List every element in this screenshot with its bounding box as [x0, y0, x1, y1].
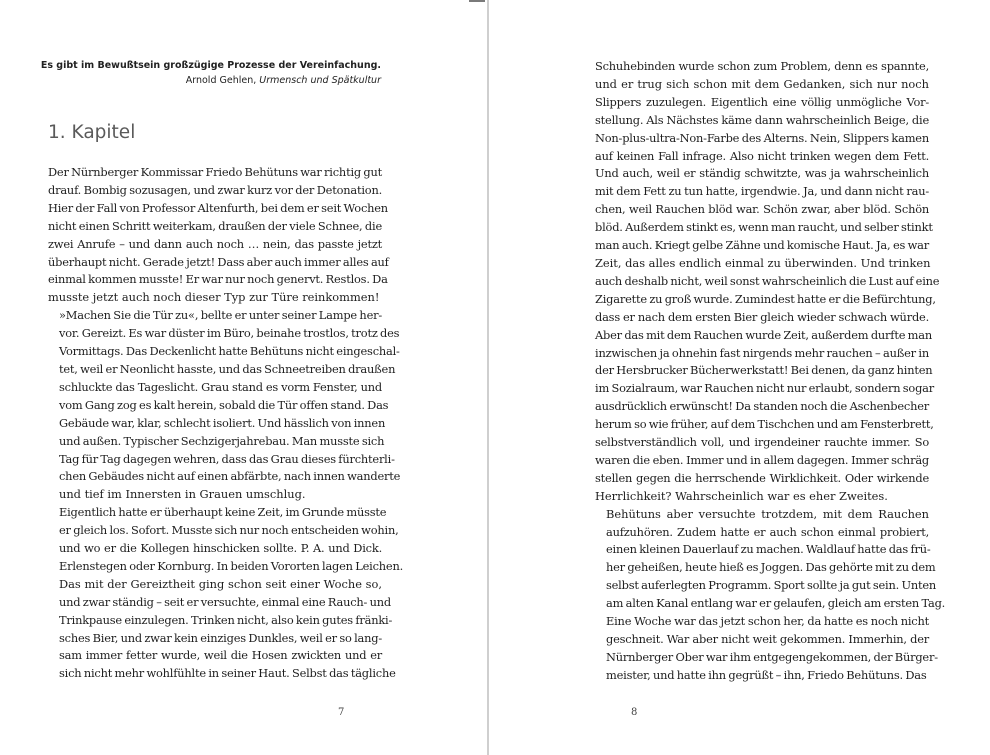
- text-line: Schuhebinden wurde schon zum Problem, denn es spannte,: [595, 59, 929, 73]
- text-line: chen, weil Rauchen blöd war. Schön zwar, aber blöd. Schön: [595, 202, 929, 217]
- text-line: ausdrücklich erwünscht! Da standen noch die Aschenbecher: [595, 399, 929, 414]
- text-line: stellen gegen die herrschende Wirklichkeit. Oder wirkende: [595, 470, 929, 485]
- left-page-body: [48, 164, 404, 683]
- text-line: der Hersbrucker Bücherwerkstatt! Bei denen, da ganz hinten: [595, 363, 933, 378]
- spine-mark-left: [469, 0, 485, 2]
- text-line: herum so wie früher, auf dem Tischchen und am Fensterbrett,: [595, 417, 934, 432]
- paragraph: [595, 506, 946, 685]
- paragraph: [48, 504, 404, 576]
- text-line: zwei Anrufe – und dann auch noch … nein, das passte jetzt: [48, 236, 382, 251]
- text-line: Gebäude war, klar, schlecht isoliert. Und hässlich von innen: [59, 415, 386, 430]
- text-line: blöd. Außerdem stinkt es, wenn man raucht, und selber stinkt: [595, 220, 933, 235]
- text-line: Nürnberger Ober war ihm entgegengekommen, der Bürger-: [606, 649, 938, 664]
- text-line: einen kleinen Dauerlauf zu machen. Waldlauf hatte das frü-: [606, 542, 931, 557]
- text-line: geschneit. War aber nicht weit gekommen. Immerhin, der: [606, 632, 929, 646]
- text-line: man auch. Kriegt gelbe Zähne und komische Haut. Ja, es war: [595, 238, 929, 253]
- text-line: und zwar ständig – seit er versuchte, einmal eine Rauch- und: [59, 594, 391, 609]
- text-line: nicht einen Schritt weiterkam, draußen der viele Schnee, die: [48, 218, 382, 233]
- text-line: Behütuns aber versuchte trotzdem, mit dem Rauchen: [606, 506, 929, 521]
- text-line: meister, und hatte ihn gegrüßt – ihn, Friedo Behütuns. Das: [606, 667, 927, 682]
- text-line: selbst auferlegten Programm. Sport sollte ja gut sein. Unten: [606, 578, 937, 593]
- text-line: Trinkpause einzulegen. Trinken nicht, also kein gutes fränki-: [59, 612, 393, 627]
- text-line: Tag für Tag dagegen wehren, dass das Grau dieses fürchterli-: [59, 451, 395, 466]
- text-line: musste jetzt auch noch dieser Typ zur Türe reinkommen!: [48, 290, 380, 305]
- text-line: Das mit der Gereiztheit ging schon seit einer Woche so,: [59, 576, 382, 591]
- text-line: dass er nach dem ersten Bier gleich wieder schwach würde.: [595, 309, 929, 324]
- text-line: »Machen Sie die Tür zu«, bellte er unter seiner Lampe her-: [59, 308, 382, 323]
- text-line: und wo er die Kollegen hinschicken sollte. P. A. und Dick.: [59, 541, 382, 556]
- text-line: inzwischen ja ohnehin fast nirgends mehr rauchen – außer in: [595, 345, 929, 360]
- left-page: [0, 0, 487, 755]
- epigraph-author: Arnold Gehlen,: [185, 75, 260, 86]
- text-line: Zeit, das alles endlich einmal zu überwinden. Und trinken: [595, 255, 931, 270]
- text-line: tet, weil er Neonlicht hasste, und das Schneetreiben draußen: [59, 361, 396, 376]
- text-line: selbstverständlich voll, und irgendeiner rauchte immer. So: [595, 435, 929, 450]
- text-line: auch deshalb nicht, weil sonst wahrscheinlich die Lust auf eine: [595, 273, 940, 288]
- text-line: drauf. Bombig sozusagen, und zwar kurz vor der Detonation.: [48, 182, 382, 197]
- text-line: Eine Woche war das jetzt schon her, da hatte es noch nicht: [606, 614, 929, 629]
- text-line: Zigarette zu groß wurde. Zumindest hatte er die Befürchtung,: [595, 291, 936, 306]
- text-line: Erlenstegen oder Kornburg. In beiden Vororten lagen Leichen.: [59, 558, 404, 573]
- epigraph-work: Urmensch und Spätkultur: [259, 75, 381, 86]
- text-line: und er trug sich schon mit dem Gedanken, sich nur noch: [595, 76, 929, 91]
- text-line: Vormittags. Das Deckenlicht hatte Behütuns nicht eingeschal-: [59, 344, 400, 359]
- text-line: aufzuhören. Zudem hatte er auch schon einmal probiert,: [606, 524, 929, 539]
- text-line: und außen. Typischer Sechzigerjahrebau. Man musste sich: [59, 433, 385, 448]
- paragraph: [48, 164, 389, 307]
- epigraph: [41, 58, 381, 88]
- paragraph: [48, 576, 396, 683]
- page-number-left: 7: [338, 707, 345, 718]
- text-line: sich nicht mehr wohlfühlte in seiner Haut. Selbst das tägliche: [59, 666, 396, 681]
- text-line: Non-plus-ultra-Non-Farbe des Alterns. Nein, Slippers kamen: [595, 130, 929, 145]
- text-line: und tief im Innersten in Grauen umschlug.: [59, 487, 306, 502]
- text-line: her geheißen, heute hieß es Joggen. Das gehörte mit zu dem: [606, 560, 936, 575]
- text-line: er gleich los. Sofort. Musste sich nur noch entscheiden wohin,: [59, 523, 399, 538]
- text-line: überhaupt nicht. Gerade jetzt! Dass aber auch immer alles auf: [48, 254, 389, 269]
- text-line: mit dem Fett zu tun hatte, irgendwie. Ja, und dann nicht rau-: [595, 184, 929, 199]
- epigraph-attribution: [41, 73, 381, 88]
- text-line: waren die eben. Immer und in allem dagegen. Immer schräg: [595, 452, 929, 467]
- right-page-body: [595, 58, 946, 685]
- text-line: Slippers zuzulegen. Eigentlich eine völlig unmögliche Vor-: [595, 94, 929, 109]
- text-line: Und auch, weil er ständig schwitzte, was ja wahrscheinlich: [595, 166, 929, 181]
- chapter-title: 1. Kapitel: [48, 122, 136, 143]
- page-number-right: 8: [631, 707, 638, 718]
- text-line: im Sozialraum, war Rauchen nicht nur erlaubt, sondern sogar: [595, 381, 935, 396]
- text-line: sches Bier, und zwar kein einziges Dunkles, weil er so lang-: [59, 630, 382, 645]
- text-line: einmal kommen musste! Er war nur noch genervt. Restlos. Da: [48, 272, 388, 287]
- text-line: sam immer fetter wurde, weil die Hosen zwickten und er: [59, 648, 382, 663]
- paragraph: [595, 58, 940, 506]
- text-line: am alten Kanal entlang war er gelaufen, gleich am ersten Tag.: [606, 596, 946, 611]
- text-line: auf keinen Fall infrage. Also nicht trinken wegen dem Fett.: [595, 148, 929, 163]
- text-line: Der Nürnberger Kommissar Friedo Behütuns war richtig gut: [48, 165, 383, 179]
- text-line: vom Gang zog es kalt herein, sobald die Tür offen stand. Das: [59, 397, 389, 412]
- text-line: chen Gebäudes nicht auf einen abfärbte, nach innen wanderte: [59, 469, 401, 484]
- text-line: stellung. Als Nächstes käme dann wahrscheinlich Beige, die: [595, 112, 929, 127]
- text-line: Aber das mit dem Rauchen wurde Zeit, außerdem durfte man: [595, 327, 932, 342]
- text-line: schluckte das Tageslicht. Grau stand es vorm Fenster, und: [59, 379, 382, 394]
- text-line: Eigentlich hatte er überhaupt keine Zeit, im Grunde müsste: [59, 505, 387, 520]
- text-line: Herrlichkeit? Wahrscheinlich war es eher Zweites.: [595, 488, 888, 503]
- epigraph-quote: Es gibt im Bewußtsein großzügige Prozesse der Vereinfachung.: [40, 60, 381, 71]
- paragraph: [48, 307, 401, 504]
- text-line: vor. Gereizt. Es war düster im Büro, beinahe trostlos, trotz des: [59, 326, 400, 341]
- text-line: Hier der Fall von Professor Altenfurth, bei dem er seit Wochen: [48, 200, 388, 215]
